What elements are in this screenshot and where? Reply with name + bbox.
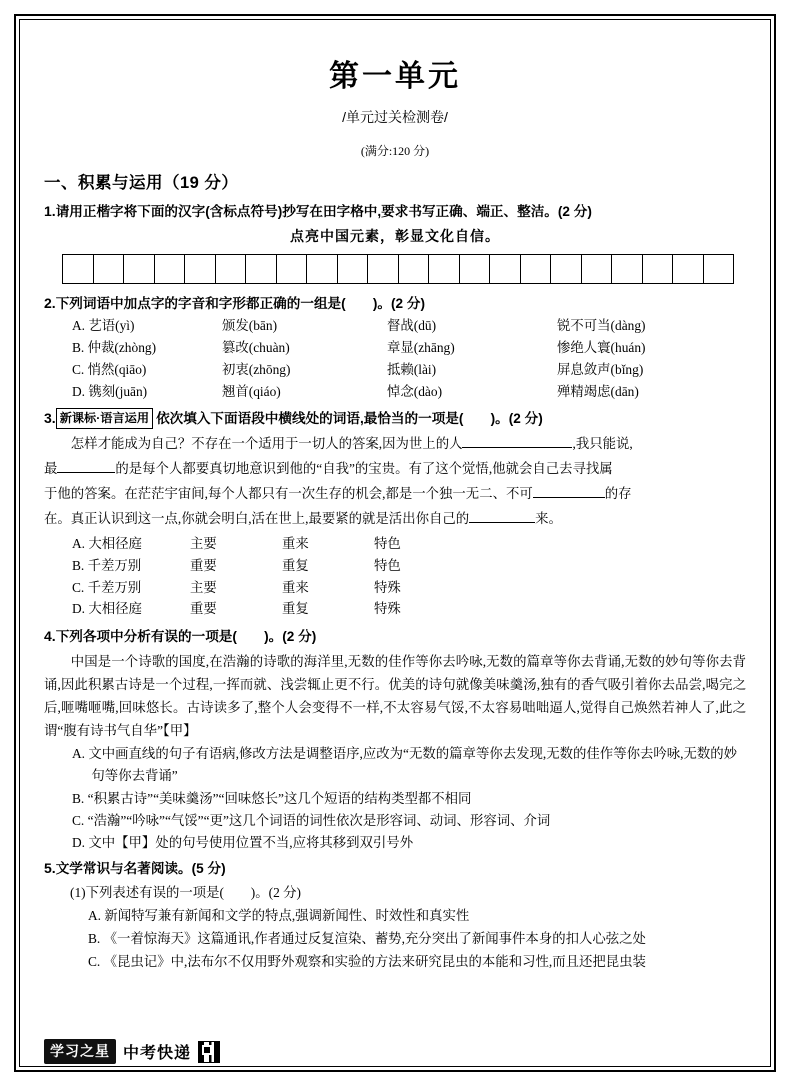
question-5-sub-1: (1)下列表述有误的一项是( )。(2 分) [70,884,301,900]
page-content [44,42,746,974]
option-cell[interactable]: 悼念(dào) [387,383,443,399]
grid-cell[interactable] [338,254,369,284]
grid-cell[interactable] [521,254,552,284]
standard-tag-badge: 新课标·语言运用 [56,408,153,429]
option-cell[interactable]: B. 千差万别 [72,558,142,574]
grid-cell[interactable] [216,254,247,284]
option-cell[interactable]: D. 镌刻(juān) [72,383,148,399]
option-cell[interactable]: A. 大相径庭 [72,536,142,552]
question-2-text: 下列词语中加点字的字音和字形都正确的一组是( )。(2 分) [55,295,425,311]
option-b[interactable]: B. “积累古诗”“美味羹汤”“回味悠长”这几个短语的结构类型都不相同 [72,790,472,806]
option-a[interactable]: A. 文中画直线的句子有语病,修改方法是调整语序,应改为“无数的篇章等你去发现,无数的佳作等你去吟咏,无数的妙句等你去背诵” [72,746,738,784]
passage-line-1b: ,我只能说, [572,436,633,452]
question-1 [44,201,746,223]
option-cell[interactable]: B. 仲裁(zhòng) [72,340,157,356]
option-a[interactable]: A. 新闻特写兼有新闻和文学的特点,强调新闻性、时效性和真实性 [88,908,470,924]
question-3-passage-cont3 [44,507,746,530]
option-cell[interactable]: 颁发(bān) [222,318,278,334]
question-4-number: 4. [44,628,56,645]
grid-cell[interactable] [429,254,460,284]
option-cell[interactable]: 屏息敛声(bǐng) [557,361,644,377]
grid-cell[interactable] [399,254,430,284]
question-4-text: 下列各项中分析有误的一项是( )。(2 分) [55,629,317,645]
option-cell[interactable]: C. 悄然(qiāo) [72,361,147,377]
option-cell[interactable]: 特色 [374,536,401,552]
brand-badge: 学习之星 [44,1039,116,1064]
fill-blank[interactable] [533,497,605,498]
grid-cell[interactable] [94,254,125,284]
question-3-passage-cont [44,457,746,480]
page-title: 第一单元 [329,60,461,93]
option-cell[interactable]: 主要 [190,536,217,552]
qr-code-icon[interactable] [198,1041,220,1063]
fill-blank[interactable] [57,472,115,473]
option-cell[interactable]: 重要 [190,601,217,617]
grid-cell[interactable] [673,254,704,284]
question-1-sample-sentence: 点亮中国元素，彰显文化自信。 [290,230,500,246]
grid-cell[interactable] [704,254,735,284]
option-cell[interactable]: 抵赖(lài) [387,361,437,377]
option-cell[interactable]: 督战(dū) [387,318,437,334]
passage-line-1: 怎样才能成为自己？不存在一个适用于一切人的答案,因为世上的人 [70,436,463,452]
passage-line-2: 最 [44,461,58,477]
passage-line-2b: 的是每个人都要真切地意识到他的“自我”的宝贵。有了这个觉悟,他就会自己去寻找属 [115,461,613,477]
option-cell[interactable]: 殚精竭虑(dān) [557,383,639,399]
tianzige-grid[interactable] [62,254,746,284]
option-cell[interactable]: 重来 [282,536,309,552]
question-2-number: 2. [44,294,56,311]
grid-cell[interactable] [124,254,155,284]
grid-cell[interactable] [490,254,521,284]
option-cell[interactable]: 主要 [190,579,217,595]
option-c[interactable]: C. “浩瀚”“吟咏”“气馁”“更”这几个词语的词性依次是形容词、动词、形容词、介词 [72,812,551,828]
option-cell[interactable]: 翘首(qiáo) [222,383,281,399]
question-5-sub-1-options [88,905,746,973]
grid-cell[interactable] [307,254,338,284]
grid-cell[interactable] [368,254,399,284]
option-cell[interactable]: 重来 [282,579,309,595]
grid-cell[interactable] [460,254,491,284]
question-3-passage [44,432,746,455]
section-heading-1: 一、积累与运用（19 分） [44,173,239,192]
question-5 [44,858,746,880]
question-3-passage-cont2 [44,482,746,505]
question-5-text: 文学常识与名著阅读。(5 分) [55,861,226,877]
footer-branding [44,1039,220,1064]
option-cell[interactable]: C. 千差万别 [72,579,142,595]
passage-line-3: 于他的答案。在茫茫宇宙间,每个人都只有一次生存的机会,都是一个独一无二、不可 [44,486,533,502]
passage-line-4: 在。真正认识到这一点,你就会明白,活在世上,最要紧的就是活出你自己的 [44,511,470,527]
question-3-text: 依次填入下面语段中横线处的词语,最恰当的一项是( )。(2 分) [156,411,543,427]
fill-blank[interactable] [469,522,535,523]
option-cell[interactable]: D. 大相径庭 [72,601,142,617]
option-cell[interactable]: A. 艺语(yì) [72,318,135,334]
total-score-note: (满分:120 分) [360,144,430,159]
question-1-number: 1. [44,203,56,220]
option-cell[interactable]: 特殊 [374,601,401,617]
option-c[interactable]: C. 《昆虫记》中,法布尔不仅用野外观察和实验的方法来研究昆虫的本能和习性,而且还把昆虫装 [88,954,646,970]
grid-cell[interactable] [612,254,643,284]
page-subtitle: /单元过关检测卷/ [342,108,448,125]
option-cell[interactable]: 初衷(zhōng) [222,361,291,377]
option-cell[interactable]: 特色 [374,558,401,574]
fill-blank[interactable] [462,447,572,448]
option-cell[interactable]: 特殊 [374,579,401,595]
question-4-options [72,743,746,854]
question-2 [44,293,746,315]
option-cell[interactable]: 章显(zhāng) [387,340,455,356]
brand-name: 中考快递 [123,1045,192,1062]
option-d[interactable]: D. 文中【甲】处的句号使用位置不当,应将其移到双引号外 [72,835,414,850]
grid-cell[interactable] [643,254,674,284]
grid-cell[interactable] [246,254,277,284]
grid-cell[interactable] [277,254,308,284]
grid-cell[interactable] [582,254,613,284]
passage-line-4b: 来。 [535,511,562,527]
question-4-passage: 中国是一个诗歌的国度,在浩瀚的诗歌的海洋里,无数的佳作等你去吟咏,无数的篇章等你去背诵,无数的妙句等你去背诵,因此积累古诗是一个过程,一挥而就、浅尝辄止更不行。优美的诗句就像美味羹汤,独有的香气吸引着你去品尝,喝完之后,咂嘴咂嘴,回味悠长。古诗读多了,整个人会变得不一样,不太容易气馁,不太容易咄咄逼人,觉得自己焕然若神人了,此之谓“腹有诗书气自华”【甲】 [44,653,746,738]
question-5-number: 5. [44,860,56,877]
passage-line-3b: 的存 [604,486,632,502]
question-3 [44,408,746,430]
question-2-options [72,315,746,402]
question-3-number: 3. [44,410,56,427]
option-cell[interactable]: 重复 [282,558,309,574]
grid-cell[interactable] [155,254,186,284]
question-1-text: 请用正楷字将下面的汉字(含标点符号)抄写在田字格中,要求书写正确、端正、整洁。(2 分) [55,204,592,220]
option-cell[interactable]: 锐不可当(dàng) [557,318,646,334]
option-cell[interactable]: 篡改(chuàn) [222,340,290,356]
option-cell[interactable]: 重要 [190,558,217,574]
grid-cell[interactable] [63,254,94,284]
question-4 [44,626,746,648]
option-b[interactable]: B. 《一着惊海天》这篇通讯,作者通过反复渲染、蓄势,充分突出了新闻事件本身的扣人心弦之处 [88,931,646,947]
option-cell[interactable]: 惨绝人寰(huán) [557,340,646,356]
grid-cell[interactable] [551,254,582,284]
option-cell[interactable]: 重复 [282,601,309,617]
grid-cell[interactable] [185,254,216,284]
question-3-options [72,533,746,620]
